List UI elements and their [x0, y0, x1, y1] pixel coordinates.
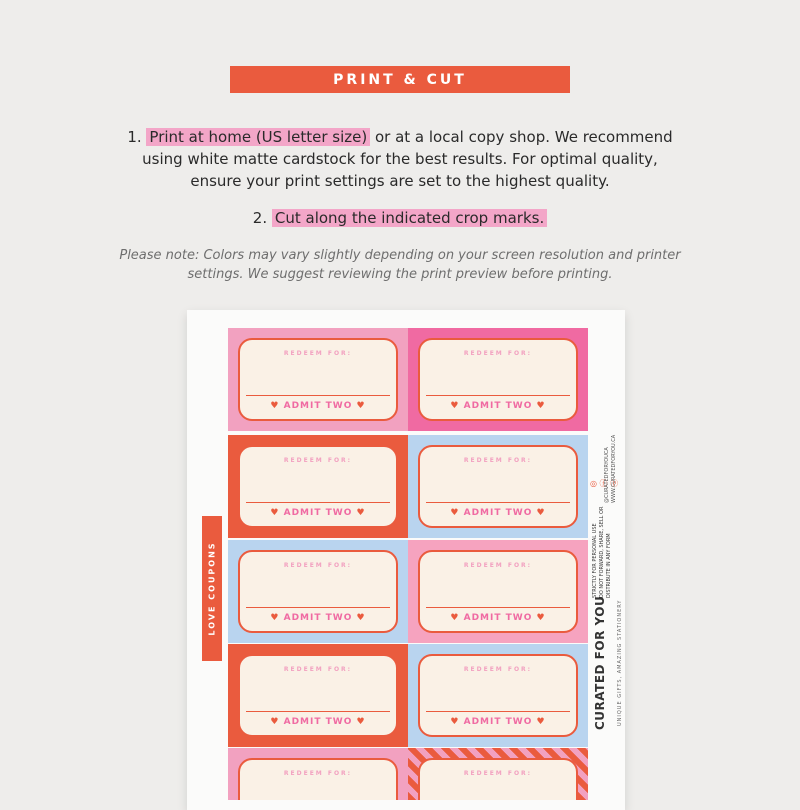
redeem-label: REDEEM FOR:	[283, 770, 353, 777]
coupon-1	[228, 328, 408, 431]
coupon-card	[238, 758, 398, 800]
admit-label	[420, 401, 576, 411]
heart-icon: ♥	[356, 401, 366, 411]
note-line-2: settings. We suggest reviewing the print preview before printing.	[187, 267, 613, 282]
heart-icon: ♥	[536, 401, 546, 411]
usage-disclaimer	[592, 506, 613, 598]
coupon-3	[228, 540, 408, 643]
brand-tagline: UNIQUE GIFTS, AMAZING STATIONERY	[617, 599, 623, 726]
coupon-10	[408, 748, 588, 800]
instruction-step-1	[0, 126, 800, 192]
love-coupons-tab	[202, 516, 222, 661]
side-tab-label: LOVE COUPONS	[207, 541, 217, 636]
coupon-card	[238, 654, 398, 737]
heart-icon: ♥	[450, 508, 460, 518]
heart-icon: ♥	[270, 401, 280, 411]
step1-line2: using white matte cardstock for the best results. For optimal quality,	[142, 150, 658, 168]
write-line	[426, 607, 570, 608]
coupon-7	[408, 435, 588, 538]
admit-text: ADMIT TWO	[283, 717, 353, 727]
admit-label	[420, 508, 576, 518]
admit-label	[240, 613, 396, 623]
redeem-label: REDEEM FOR:	[463, 457, 533, 464]
coupon-card	[238, 338, 398, 421]
admit-label	[240, 508, 396, 518]
heart-icon: ♥	[270, 613, 280, 623]
coupon-card	[418, 338, 578, 421]
coupon-card	[418, 445, 578, 528]
disclaimer-3: DISTRIBUTE IN ANY FORM	[606, 533, 612, 598]
admit-text: ADMIT TWO	[283, 508, 353, 518]
write-line	[246, 711, 390, 712]
write-line	[246, 502, 390, 503]
write-line	[246, 607, 390, 608]
coupon-card	[238, 445, 398, 528]
redeem-label: REDEEM FOR:	[463, 666, 533, 673]
step2-highlight: Cut along the indicated crop marks.	[272, 209, 547, 227]
redeem-label: REDEEM FOR:	[283, 666, 353, 673]
social-icons: ◎ ⓕ ⓟ	[590, 479, 619, 488]
admit-text: ADMIT TWO	[283, 613, 353, 623]
handles	[604, 435, 618, 503]
redeem-label: REDEEM FOR:	[463, 770, 533, 777]
coupon-2	[228, 435, 408, 538]
heart-icon: ♥	[356, 717, 366, 727]
print-cut-banner: PRINT & CUT	[230, 66, 570, 93]
admit-text: ADMIT TWO	[283, 401, 353, 411]
redeem-label: REDEEM FOR:	[283, 457, 353, 464]
redeem-label: REDEEM FOR:	[463, 562, 533, 569]
admit-label	[420, 717, 576, 727]
disclaimer-2: DO NOT FORWARD, SHARE, SELL OR	[599, 506, 605, 598]
redeem-label: REDEEM FOR:	[463, 350, 533, 357]
coupon-4	[228, 644, 408, 747]
redeem-label: REDEEM FOR:	[283, 350, 353, 357]
write-line	[426, 502, 570, 503]
instruction-step-2	[0, 207, 800, 229]
admit-label	[420, 613, 576, 623]
coupon-5	[228, 748, 408, 800]
redeem-label: REDEEM FOR:	[283, 562, 353, 569]
coupon-9	[408, 644, 588, 747]
coupon-8	[408, 540, 588, 643]
step1-rest: or at a local copy shop. We recommend	[370, 128, 673, 146]
coupon-card	[418, 654, 578, 737]
step2-number: 2.	[252, 209, 272, 227]
heart-icon: ♥	[536, 717, 546, 727]
heart-icon: ♥	[450, 613, 460, 623]
color-note	[100, 246, 700, 284]
handle-2: WWW.CURATEDFORYOU.CA	[611, 434, 617, 503]
admit-text: ADMIT TWO	[463, 717, 533, 727]
heart-icon: ♥	[270, 508, 280, 518]
admit-label	[240, 401, 396, 411]
coupon-6	[408, 328, 588, 431]
admit-text: ADMIT TWO	[463, 508, 533, 518]
write-line	[426, 395, 570, 396]
step1-line3: ensure your print settings are set to the highest quality.	[190, 172, 610, 190]
admit-text: ADMIT TWO	[463, 613, 533, 623]
heart-icon: ♥	[450, 401, 460, 411]
heart-icon: ♥	[536, 508, 546, 518]
admit-text: ADMIT TWO	[463, 401, 533, 411]
heart-icon: ♥	[270, 717, 280, 727]
admit-label	[240, 717, 396, 727]
heart-icon: ♥	[450, 717, 460, 727]
heart-icon: ♥	[536, 613, 546, 623]
disclaimer-1: STRICTLY FOR PERSONAL USE	[592, 523, 598, 598]
write-line	[246, 395, 390, 396]
heart-icon: ♥	[356, 613, 366, 623]
step1-number: 1.	[127, 128, 147, 146]
handle-1: @CURATEDFORYOUCA	[604, 447, 610, 503]
brand-name: CURATED FOR YOU	[593, 595, 607, 730]
note-line-1: Please note: Colors may vary slightly depending on your screen resolution and printer	[119, 248, 681, 263]
coupon-card	[418, 758, 578, 800]
heart-icon: ♥	[356, 508, 366, 518]
step1-highlight: Print at home (US letter size)	[146, 128, 370, 146]
coupon-card	[418, 550, 578, 633]
coupon-card	[238, 550, 398, 633]
write-line	[426, 711, 570, 712]
